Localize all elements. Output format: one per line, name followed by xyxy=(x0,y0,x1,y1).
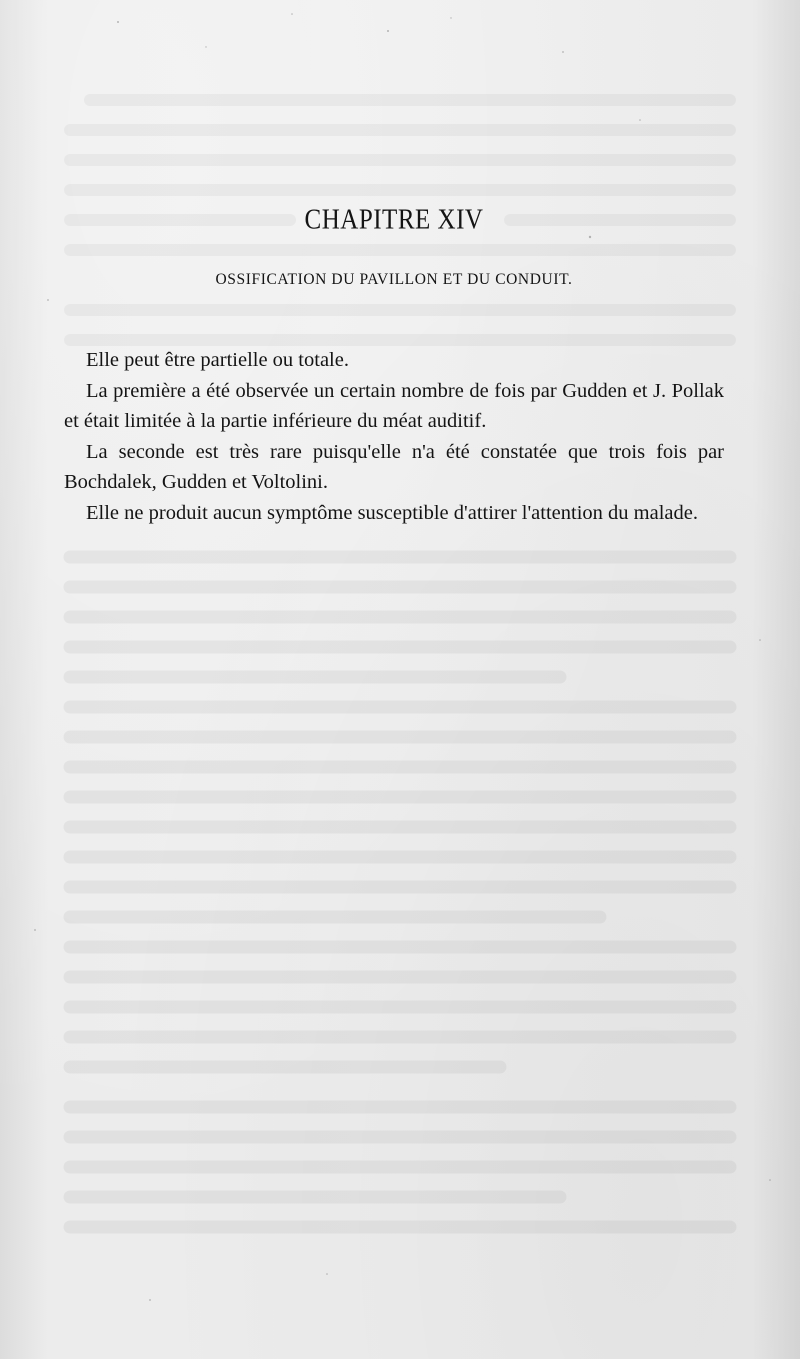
paragraph: Elle peut être partielle ou totale. xyxy=(86,349,349,371)
body-text xyxy=(64,345,724,528)
paragraph: La seconde est très rare puisqu'elle n'a été constatée que trois fois par Bochdalek, Gudden et Voltolini. xyxy=(64,440,724,493)
chapter-title: CHAPITRE XIV xyxy=(304,205,484,236)
paragraph: La première a été observée un certain nombre de fois par Gudden et J. Pollak et était limitée à la partie inférieure du méat auditif. xyxy=(64,379,724,432)
section-title: OSSIFICATION DU PAVILLON ET DU CONDUIT. xyxy=(215,271,573,288)
paragraph: Elle ne produit aucun symptôme susceptible d'attirer l'attention du malade. xyxy=(86,501,698,524)
